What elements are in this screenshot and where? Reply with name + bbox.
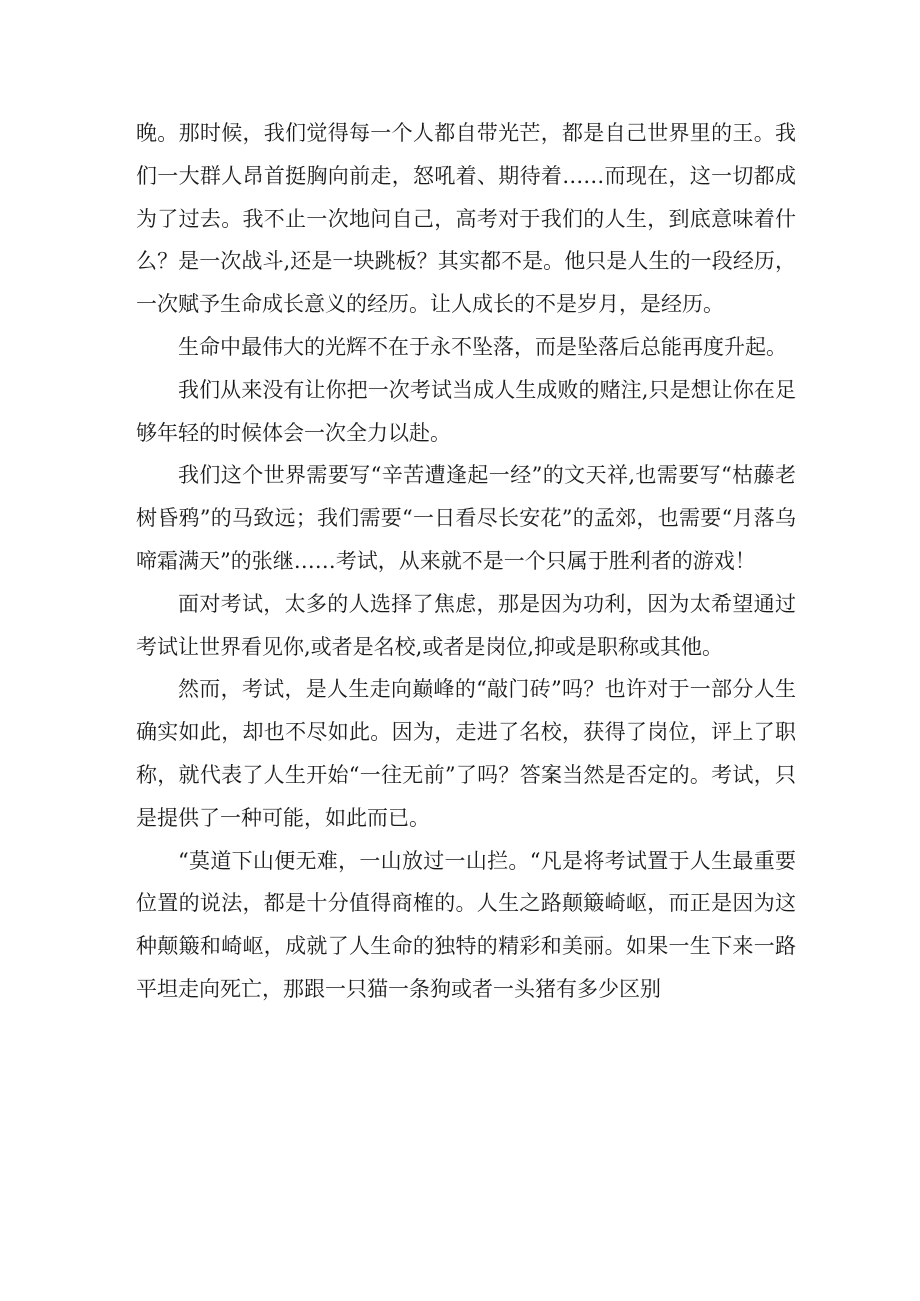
paragraph: “莫道下山便无难，一山放过一山拦。“凡是将考试置于人生最重要位置的说法，都是十分值得商榷的。人生之路颠簸崎岖，而正是因为这种颠簸和崎岖，成就了人生命的独特的精彩和美丽。如果一生下来一路平坦走向死亡，那跟一只猫一条狗或者一头猪有多少区别	[136, 848, 796, 1001]
paragraph: 生命中最伟大的光辉不在于永不坠落，而是坠落后总能再度升起。	[178, 334, 787, 359]
paragraph: 我们从来没有让你把一次考试当成人生成败的赌注,只是想让你在足够年轻的时候体会一次全力以赴。	[136, 377, 796, 445]
paragraph-continued: 晚。那时候，我们觉得每一个人都自带光芒，都是自己世界里的王。我们一大群人昂首挺胸向前走，怒吼着、期待着……而现在，这一切都成为了过去。我不止一次地问自己，高考对于我们的人生，到底意味着什么？是一次战斗,还是一块跳板？其实都不是。他只是人生的一段经历，一次赋予生命成长意义的经历。让人成长的不是岁月，是经历。	[136, 121, 796, 317]
document-body	[136, 112, 796, 1011]
paragraph: 我们这个世界需要写“辛苦遭逢起一经”的文天祥,也需要写“枯藤老树昏鸦”的马致远；我们需要“一日看尽长安花”的孟郊，也需要“月落乌啼霜满天”的张继……考试，从来就不是一个只属于胜利者的游戏！	[136, 463, 796, 573]
paragraph: 然而，考试，是人生走向巅峰的“敲门砖”吗？也许对于一部分人生确实如此，却也不尽如此。因为，走进了名校，获得了岗位，评上了职称，就代表了人生开始“一往无前”了吗？答案当然是否定的。考试，只是提供了一种可能，如此而已。	[136, 677, 796, 830]
paragraph: 面对考试，太多的人选择了焦虑，那是因为功利，因为太希望通过考试让世界看见你,或者是名校,或者是岗位,抑或是职称或其他。	[136, 591, 796, 659]
